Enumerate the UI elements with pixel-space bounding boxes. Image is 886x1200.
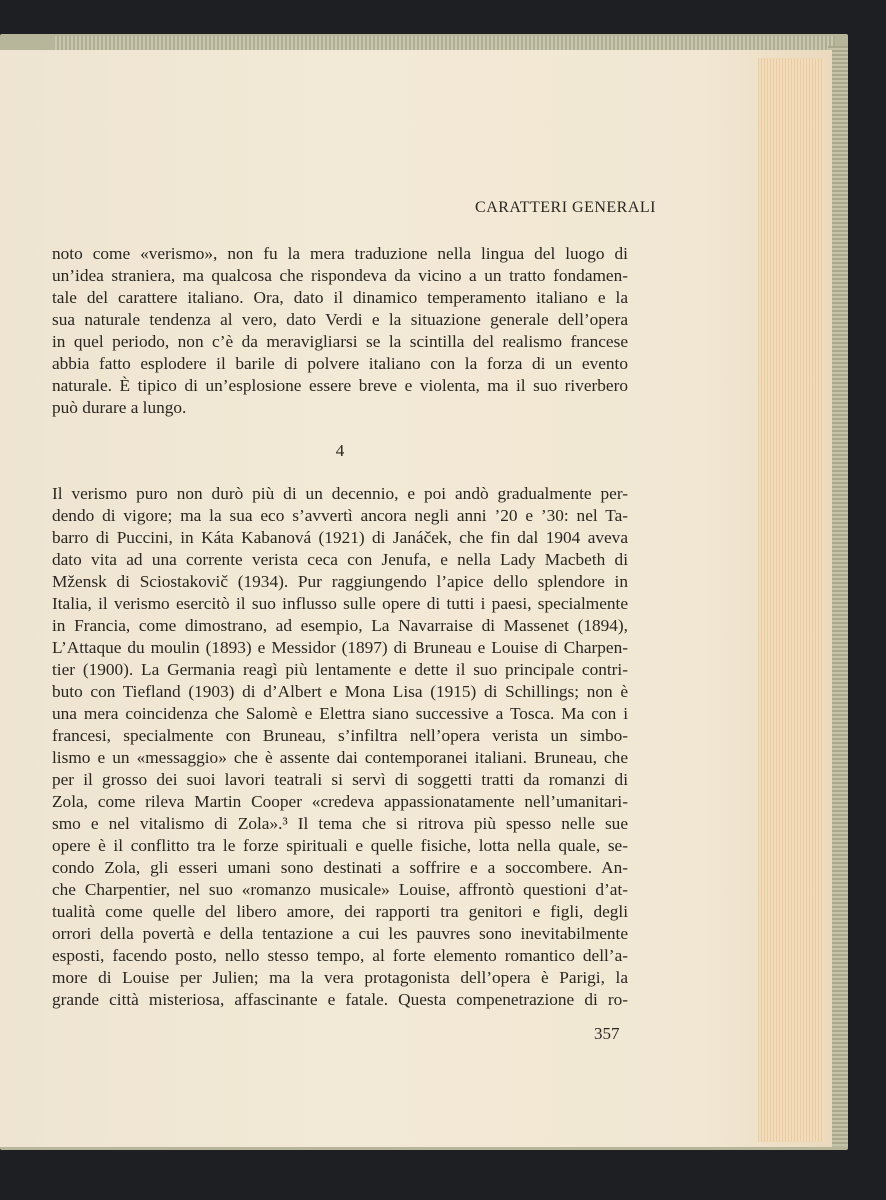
page-edges — [758, 58, 824, 1142]
text-line: naturale. È tipico di un’esplosione essere breve e violenta, ma il suo riverbero — [52, 376, 628, 395]
text-line: lismo e un «messaggio» che è assente dai contemporanei italiani. Bruneau, che — [52, 748, 628, 767]
text-line: Mžensk di Sciostakovič (1934). Pur raggiungendo l’apice dello splendore in — [52, 572, 628, 591]
text-line: sua naturale tendenza al vero, dato Verdi e la situazione generale dell’opera — [52, 310, 628, 329]
text-line: un’idea straniera, ma qualcosa che rispondeva da vicino a un tratto fondamen- — [52, 266, 628, 285]
text-line: buto con Tiefland (1903) di d’Albert e Mona Lisa (1915) di Schillings; non è — [52, 682, 628, 701]
section-number: 4 — [335, 441, 345, 460]
text-line: noto come «verismo», non fu la mera traduzione nella lingua del luogo di — [52, 244, 628, 263]
text-line: orrori della povertà e della tentazione a cui les pauvres sono inevitabilmente — [52, 924, 628, 943]
text-line: tier (1900). La Germania reagì più lentamente e dette il suo principale contri- — [52, 660, 628, 679]
text-line: opere è il conflitto tra le forze spirituali e quelle fisiche, lotta nella quale, se- — [52, 836, 628, 855]
text-line: grande città misteriosa, affascinante e fatale. Questa compenetrazione di ro- — [52, 990, 628, 1009]
text-line: Il verismo puro non durò più di un decennio, e poi andò gradualmente per- — [52, 484, 628, 503]
text-line: Italia, il verismo esercitò il suo influsso sulle opere di tutti i paesi, specialmente — [52, 594, 628, 613]
text-line: barro di Puccini, in Káta Kabanová (1921) di Janáček, che fin dal 1904 aveva — [52, 528, 628, 547]
page-number: 357 — [594, 1024, 620, 1043]
text-line: può durare a lungo. — [52, 398, 187, 417]
text-line: abbia fatto esplodere il barile di polvere italiano con la forza di un evento — [52, 354, 628, 373]
running-header: CARATTERI GENERALI — [475, 199, 656, 216]
text-line: L’Attaque du moulin (1893) e Messidor (1897) di Bruneau e Louise di Charpen- — [52, 638, 628, 657]
text-line: una mera coincidenza che Salomè e Elettra siano successive a Tosca. Ma con i — [52, 704, 628, 723]
text-line: in quel periodo, non c’è da meravigliarsi se la scintilla del realismo francese — [52, 332, 628, 351]
text-line: francesi, specialmente con Bruneau, s’infiltra nell’opera verista un simbo- — [52, 726, 628, 745]
text-line: more di Louise per Julien; ma la vera protagonista dell’opera è Parigi, la — [52, 968, 628, 987]
text-line: in Francia, come dimostrano, ad esempio, La Navarraise di Massenet (1894), — [52, 616, 628, 635]
text-line: tale del carattere italiano. Ora, dato il dinamico temperamento italiano e la — [52, 288, 628, 307]
text-line: condo Zola, gli esseri umani sono destinati a soffrire e a soccombere. An- — [52, 858, 628, 877]
text-line: che Charpentier, nel suo «romanzo musicale» Louise, affrontò questioni d’at- — [52, 880, 628, 899]
text-line: Zola, come rileva Martin Cooper «credeva appassionatamente nell’umanitari- — [52, 792, 628, 811]
text-line: tualità come quelle del libero amore, dei rapporti tra genitori e figli, degli — [52, 902, 628, 921]
text-line: per il grosso dei suoi lavori teatrali si servì di soggetti tratti da romanzi di — [52, 770, 628, 789]
text-line: smo e nel vitalismo di Zola».³ Il tema che si ritrova più spesso nelle sue — [52, 814, 628, 833]
text-line: esposti, facendo posto, nello stesso tempo, al forte elemento romantico dell’a- — [52, 946, 628, 965]
text-line: dendo di vigore; ma la sua eco s’avvertì ancora negli anni ’20 e ’30: nel Ta- — [52, 506, 628, 525]
text-line: dato vita ad una corrente verista ceca con Jenufa, e nella Lady Macbeth di — [52, 550, 628, 569]
